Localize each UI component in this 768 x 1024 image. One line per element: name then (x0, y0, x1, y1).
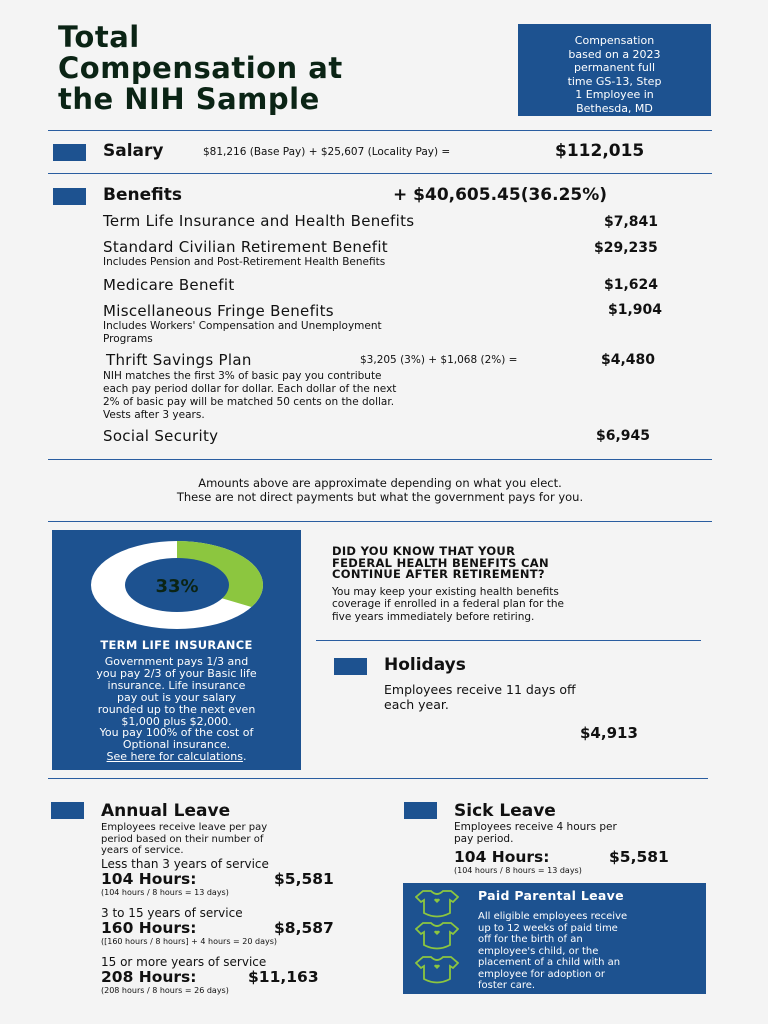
body-line: Employees receive 4 hours per (454, 821, 617, 833)
benefit-item-amount: $29,235 (594, 240, 658, 256)
annual-tier-amount: $11,163 (248, 968, 319, 986)
disclaimer (48, 477, 712, 504)
section-marker (404, 802, 437, 819)
body-line: pay period. (454, 832, 514, 845)
benefit-item-label: Thrift Savings Plan (106, 351, 252, 369)
donut-percent-label: 33% (155, 576, 199, 597)
annual-leave-body (101, 822, 267, 857)
annual-tier-calc: (104 hours / 8 hours = 13 days) (101, 888, 229, 897)
holidays-amount: $4,913 (580, 724, 638, 742)
body-line: pay out is your salary (116, 690, 237, 704)
body-line: period based on their number of (101, 833, 264, 845)
sick-leave-hours: 104 Hours: (454, 848, 550, 866)
sick-leave-calc: (104 hours / 8 hours = 13 days) (454, 866, 582, 875)
annual-tier-label: 3 to 15 years of service (101, 906, 243, 920)
disclaimer-line: Amounts above are approximate depending on what you elect. (198, 476, 562, 490)
note-line: 2% of basic pay will be matched 50 cents on the dollar. (103, 396, 395, 408)
benefit-item-label: Social Security (103, 427, 219, 445)
benefit-item-amount: $6,945 (596, 428, 651, 444)
annual-leave-label: Annual Leave (101, 801, 231, 821)
body-line: employee for adoption or (478, 968, 605, 980)
section-marker (53, 144, 86, 161)
divider (48, 521, 712, 522)
heading-line: CONTINUE AFTER RETIREMENT? (332, 567, 545, 581)
body-line: years of service. (101, 845, 184, 856)
benefit-item-amount: $7,841 (604, 214, 659, 230)
employee-profile-note (518, 24, 711, 116)
section-marker (53, 188, 86, 205)
parental-leave-panel (403, 883, 706, 994)
benefit-item-note (103, 320, 382, 346)
note-line: 1 Employee in (575, 88, 654, 101)
benefit-item-label: Term Life Insurance and Health Benefits (103, 212, 415, 230)
body-line: foster care. (478, 980, 536, 991)
body-line: placement of a child with an (478, 957, 621, 968)
note-line: Compensation (574, 34, 655, 47)
heading-line: DID YOU KNOW THAT YOUR (332, 544, 516, 558)
holidays-label: Holidays (384, 655, 466, 675)
body-line: You may keep your existing health benefits (332, 586, 559, 598)
body-line: Employees receive 11 days off (384, 682, 576, 697)
parental-leave-body (478, 911, 627, 992)
annual-tier-calc: ([160 hours / 8 hours] + 4 hours = 20 days) (101, 937, 278, 946)
disclaimer-line: These are not direct payments but what the government pays for you. (176, 489, 584, 504)
note-line: permanent full (573, 61, 655, 74)
page-title (58, 22, 343, 115)
title-line-3: the NIH Sample (58, 82, 320, 116)
section-marker (51, 802, 84, 819)
title-line-2: Compensation at (58, 51, 343, 85)
body-line: Government pays 1/3 and (104, 655, 249, 668)
parental-leave-label: Paid Parental Leave (478, 888, 624, 903)
section-marker (334, 658, 367, 675)
annual-tier-amount: $8,587 (274, 919, 334, 937)
divider (48, 130, 712, 131)
sick-leave-amount: $5,581 (609, 848, 669, 866)
term-life-donut (89, 538, 265, 638)
divider (48, 459, 712, 460)
term-life-heading: TERM LIFE INSURANCE (100, 638, 253, 652)
annual-tier-hours: 208 Hours: (101, 968, 197, 986)
salary-formula: $81,216 (Base Pay) + $25,607 (Locality Pay) = (203, 146, 451, 158)
divider (48, 173, 712, 174)
body-line: up to 12 weeks of paid time (478, 922, 618, 934)
divider (48, 778, 708, 779)
benefit-item-label: Medicare Benefit (103, 276, 235, 294)
note-line: each pay period dollar for dollar. Each dollar of the next (103, 383, 397, 395)
benefit-item-label: Miscellaneous Fringe Benefits (103, 302, 334, 320)
annual-tier-calc: (208 hours / 8 hours = 26 days) (101, 986, 229, 995)
benefits-total: + $40,605.45(36.25%) (393, 185, 608, 205)
sick-leave-body (454, 822, 617, 845)
heading-line: FEDERAL HEALTH BENEFITS CAN (332, 555, 549, 570)
benefit-item-label: Standard Civilian Retirement Benefit (103, 238, 388, 256)
annual-tier-hours: 104 Hours: (101, 870, 197, 888)
note-line: Bethesda, MD (576, 101, 653, 115)
body-line: five years immediately before retiring. (332, 610, 535, 623)
did-you-know-body (332, 586, 564, 623)
note-line: time GS-13, Step (567, 74, 662, 88)
did-you-know-heading (332, 546, 549, 581)
note-line: Includes Workers' Compensation and Unemployment (103, 320, 382, 332)
body-line: Optional insurance. (122, 738, 231, 752)
body-line: employee's child, or the (478, 945, 599, 957)
annual-tier-label: Less than 3 years of service (101, 857, 269, 871)
onesie-icon (415, 955, 459, 985)
onesie-icon (415, 889, 459, 919)
body-line: insurance. Life insurance (107, 678, 246, 692)
benefits-label: Benefits (103, 185, 182, 205)
salary-total: $112,015 (555, 141, 645, 161)
annual-tier-label: 15 or more years of service (101, 955, 267, 969)
link-suffix: . (242, 750, 247, 764)
annual-tier-amount: $5,581 (274, 870, 334, 888)
tsp-formula: $3,205 (3%) + $1,068 (2%) = (360, 354, 518, 366)
holidays-body (384, 683, 576, 712)
term-life-panel (52, 530, 301, 770)
onesie-icon (415, 921, 459, 951)
body-line: rounded up to the next even (97, 702, 256, 716)
title-line-1: Total (58, 20, 140, 54)
note-line: NIH matches the first 3% of basic pay you contribute (103, 370, 382, 382)
benefit-item-note: Includes Pension and Post-Retirement Health Benefits (103, 256, 386, 268)
divider (316, 640, 701, 641)
body-line: coverage if enrolled in a federal plan for the (332, 598, 564, 611)
benefit-item-amount: $1,624 (604, 277, 659, 293)
note-line: Programs (103, 333, 153, 345)
body-line: off for the birth of an (478, 934, 583, 945)
tsp-note (103, 370, 396, 422)
sick-leave-label: Sick Leave (454, 801, 556, 821)
benefit-item-amount: $1,904 (608, 302, 663, 318)
calculations-link-line (52, 751, 301, 763)
body-line: Employees receive leave per pay (101, 822, 268, 833)
body-line: All eligible employees receive (478, 911, 628, 922)
note-line: Vests after 3 years. (103, 409, 205, 421)
body-line: You pay 100% of the cost of (99, 726, 254, 740)
note-line: based on a 2023 (568, 47, 661, 61)
calculations-link[interactable]: See here for calculations (106, 750, 243, 764)
body-line: each year. (384, 696, 449, 712)
body-line: $1,000 plus $2,000. (121, 714, 232, 728)
annual-tier-hours: 160 Hours: (101, 919, 197, 937)
salary-label: Salary (103, 141, 164, 161)
benefit-item-amount: $4,480 (601, 352, 656, 368)
body-line: you pay 2/3 of your Basic life (96, 666, 257, 680)
term-life-body (52, 656, 301, 763)
